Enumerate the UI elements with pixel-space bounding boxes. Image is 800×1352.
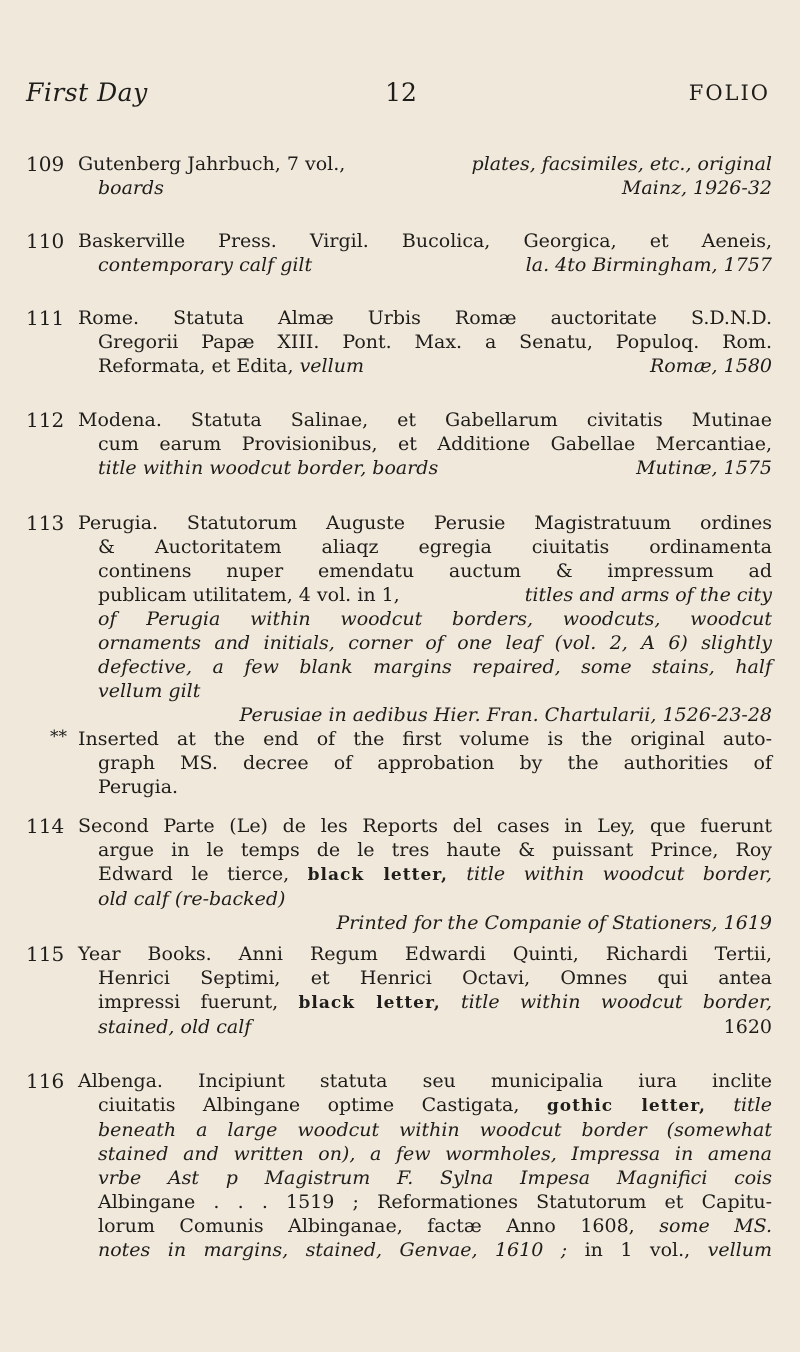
lot-number: 111 bbox=[26, 306, 65, 330]
lot-text: lorum Comunis Albinganae, factæ Anno 1608, bbox=[98, 1215, 635, 1237]
page-number: 12 bbox=[385, 78, 417, 107]
lot-title: Year Books. Anni Regum Edwardi Quinti, Richardi Tertii, bbox=[78, 943, 772, 965]
lot-details: notes in margins, stained, Genvae, 1610 ; bbox=[98, 1239, 568, 1261]
lot-details: black letter, bbox=[298, 993, 441, 1013]
lot-details: vellum gilt bbox=[98, 680, 201, 702]
lot-title: Baskerville Press. Virgil. Bucolica, Georgica, et Aeneis, bbox=[78, 230, 772, 252]
lot-note: Perugia. bbox=[98, 776, 179, 798]
page-header bbox=[26, 76, 770, 110]
lot-details: title within woodcut border, bbox=[466, 863, 773, 885]
lot-text: ciuitatis Albingane optime Castigata, bbox=[98, 1094, 520, 1116]
lot-note: Inserted at the end of the first volume is the original auto- bbox=[78, 728, 772, 750]
lot-number: 112 bbox=[26, 408, 65, 432]
lot-details: title within woodcut border, boards bbox=[98, 457, 439, 479]
lot-imprint: Perusiae in aedibus Hier. Fran. Chartularii, 1526-23-28 bbox=[239, 704, 772, 726]
lot-details: stained and written on), a few wormholes, Impressa in amena bbox=[98, 1143, 772, 1165]
lot-text: Gregorii Papæ XIII. Pont. Max. a Senatu, Populoq. Rom. bbox=[98, 331, 772, 353]
lot-details: vrbe Ast p Magistrum F. Sylna Impesa Magnifici cois bbox=[98, 1167, 772, 1189]
lot-number: 113 bbox=[26, 511, 65, 535]
lot-imprint: Printed for the Companie of Stationers, 1619 bbox=[336, 912, 772, 934]
lot-description bbox=[50, 511, 772, 799]
lot-description bbox=[78, 408, 772, 480]
lot-details: defective, a few blank margins repaired, some stains, half bbox=[98, 656, 772, 678]
lot-text: Henrici Septimi, et Henrici Octavi, Omnes qui antea bbox=[98, 967, 772, 989]
lot-number: 114 bbox=[26, 814, 65, 838]
lot-details: titles and arms of the city bbox=[524, 584, 772, 606]
lot-details: ornaments and initials, corner of one leaf (vol. 2, A 6) slightly bbox=[98, 632, 772, 654]
lot-title: Gutenberg Jahrbuch, 7 vol., bbox=[78, 153, 346, 175]
lot-imprint: Mainz, 1926-32 bbox=[621, 177, 772, 199]
lot-text: & Auctoritatem aliaqz egregia ciuitatis ordinamenta bbox=[98, 536, 772, 558]
lot-details: boards bbox=[98, 177, 164, 199]
lot-details: vellum bbox=[707, 1239, 773, 1261]
lot-title: Albenga. Incipiunt statuta seu municipalia iura inclite bbox=[78, 1070, 772, 1092]
lot-description bbox=[78, 306, 772, 378]
lot-text: continens nuper emendatu auctum & impressum ad bbox=[98, 560, 772, 582]
lot-text: cum earum Provisionibus, et Additione Gabellae Mercantiae, bbox=[98, 433, 772, 455]
lot-details: gothic letter, bbox=[546, 1096, 706, 1116]
lot-imprint: la. 4to Birmingham, 1757 bbox=[525, 254, 772, 276]
lot-title: Modena. Statuta Salinae, et Gabellarum civitatis Mutinae bbox=[78, 409, 772, 431]
lot-imprint: Romæ, 1580 bbox=[649, 355, 772, 377]
section-title: First Day bbox=[26, 78, 148, 107]
lot-details: vellum bbox=[299, 355, 364, 377]
format-label: FOLIO bbox=[688, 81, 770, 105]
lot-description bbox=[78, 229, 772, 277]
lot-note: graph MS. decree of approbation by the authorities of bbox=[98, 752, 772, 774]
lot-number: 115 bbox=[26, 942, 65, 966]
lot-imprint: Mutinæ, 1575 bbox=[636, 457, 772, 479]
lot-details: stained, old calf bbox=[98, 1016, 252, 1038]
lot-number: 110 bbox=[26, 229, 65, 253]
lot-imprint: 1620 bbox=[723, 1016, 772, 1038]
lot-description bbox=[78, 942, 772, 1039]
lot-description bbox=[78, 1069, 772, 1262]
lot-text: in 1 vol., bbox=[584, 1239, 691, 1261]
lot-title: Rome. Statuta Almæ Urbis Romæ auctoritate S.D.N.D. bbox=[78, 307, 772, 329]
lot-text: Albingane . . . 1519 ; Reformationes Statutorum et Capitu- bbox=[98, 1191, 772, 1213]
lot-text: argue in le temps de le tres haute & puissant Prince, Roy bbox=[98, 839, 772, 861]
lot-details: some MS. bbox=[659, 1215, 773, 1237]
lot-details: title within woodcut border, bbox=[460, 991, 772, 1013]
lot-number: 109 bbox=[26, 152, 65, 176]
lot-description bbox=[78, 152, 772, 200]
lot-details: title bbox=[733, 1094, 772, 1116]
lot-title: Second Parte (Le) de les Reports del cases in Ley, que fuerunt bbox=[78, 815, 772, 837]
note-asterisks: ** bbox=[50, 727, 67, 747]
lot-text: Reformata, et Edita, bbox=[98, 355, 294, 377]
lot-details: beneath a large woodcut within woodcut border (somewhat bbox=[98, 1119, 772, 1141]
lot-title: Perugia. Statutorum Auguste Perusie Magistratuum ordines bbox=[78, 512, 772, 534]
lot-details: of Perugia within woodcut borders, woodcuts, woodcut bbox=[98, 608, 772, 630]
lot-text: publicam utilitatem, 4 vol. in 1, bbox=[98, 584, 400, 606]
lot-details: plates, facsimiles, etc., original bbox=[471, 153, 772, 175]
lot-details: black letter, bbox=[307, 865, 448, 885]
lot-details: contemporary calf gilt bbox=[98, 254, 313, 276]
lot-number: 116 bbox=[26, 1069, 65, 1093]
lot-text: impressi fuerunt, bbox=[98, 991, 279, 1013]
lot-description bbox=[78, 814, 772, 935]
lot-text: Edward le tierce, bbox=[98, 863, 290, 885]
lot-details: old calf (re-backed) bbox=[98, 888, 286, 910]
